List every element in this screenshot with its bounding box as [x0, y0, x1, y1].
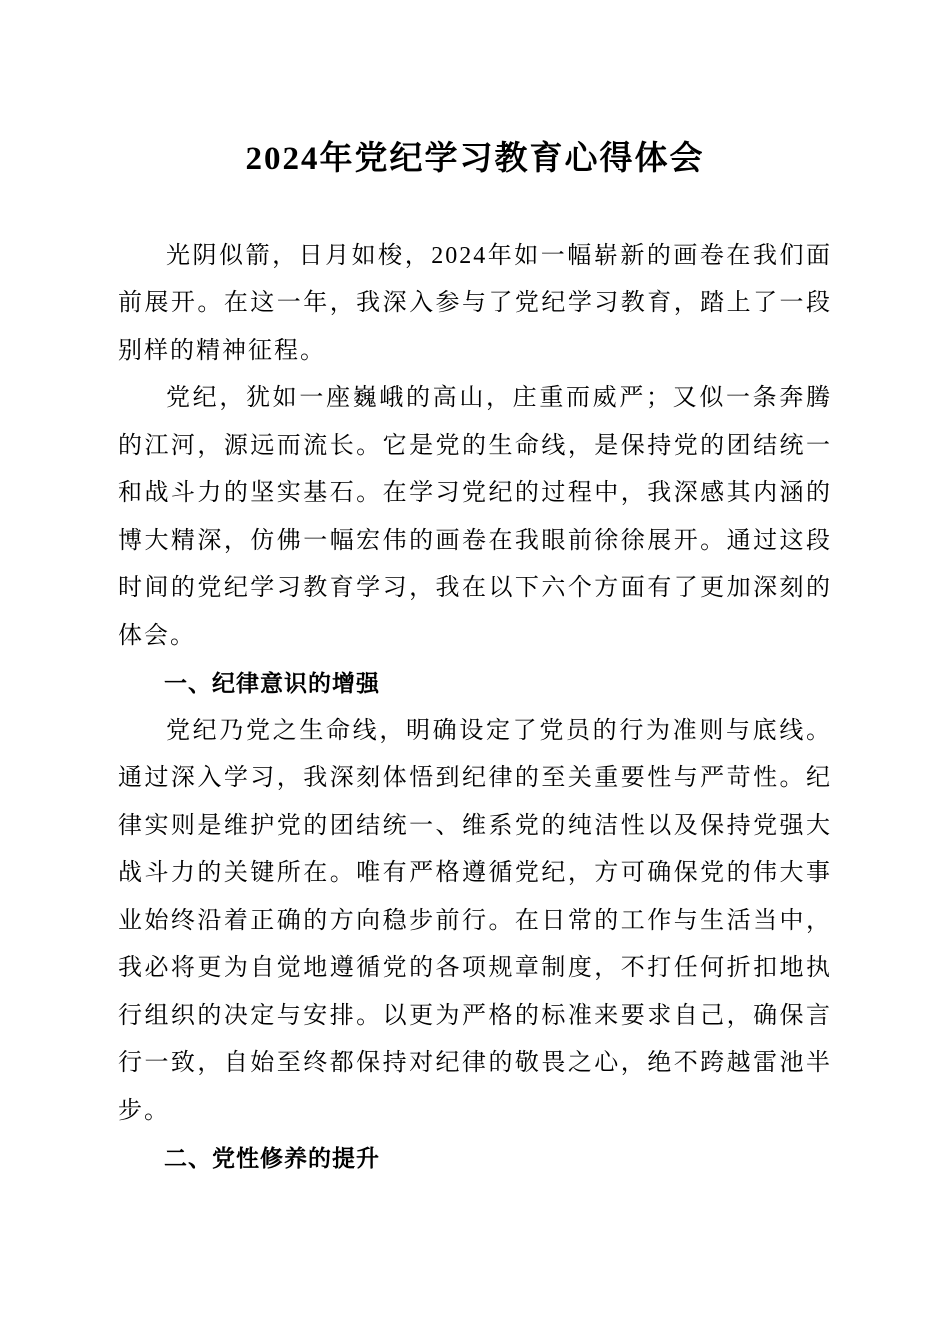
paragraph: 党纪，犹如一座巍峨的高山，庄重而威严；又似一条奔腾的江河，源远而流长。它是党的生命线，是保持党的团结统一和战斗力的坚实基石。在学习党纪的过程中，我深感其内涵的博大精深，仿佛一幅宏伟的画卷在我眼前徐徐展开。通过这段时间的党纪学习教育学习，我在以下六个方面有了更加深刻的体会。: [118, 385, 832, 649]
section-heading: 一、纪律意识的增强: [164, 670, 380, 697]
paragraph: 党纪乃党之生命线，明确设定了党员的行为准则与底线。通过深入学习，我深刻体悟到纪律的至关重要性与严苛性。纪律实则是维护党的团结统一、维系党的纯洁性以及保持党强大战斗力的关键所在。唯有严格遵循党纪，方可确保党的伟大事业始终沿着正确的方向稳步前行。在日常的工作与生活当中，我必将更为自觉地遵循党的各项规章制度，不打任何折扣地执行组织的决定与安排。以更为严格的标准来要求自己，确保言行一致，自始至终都保持对纪律的敬畏之心，绝不跨越雷池半步。: [118, 717, 832, 1124]
section-heading: 二、党性修养的提升: [164, 1145, 380, 1172]
document-title: 2024年党纪学习教育心得体会: [245, 141, 705, 177]
paragraph: 光阴似箭，日月如梭，2024年如一幅崭新的画卷在我们面前展开。在这一年，我深入参与了党纪学习教育，踏上了一段别样的精神征程。: [118, 242, 832, 364]
